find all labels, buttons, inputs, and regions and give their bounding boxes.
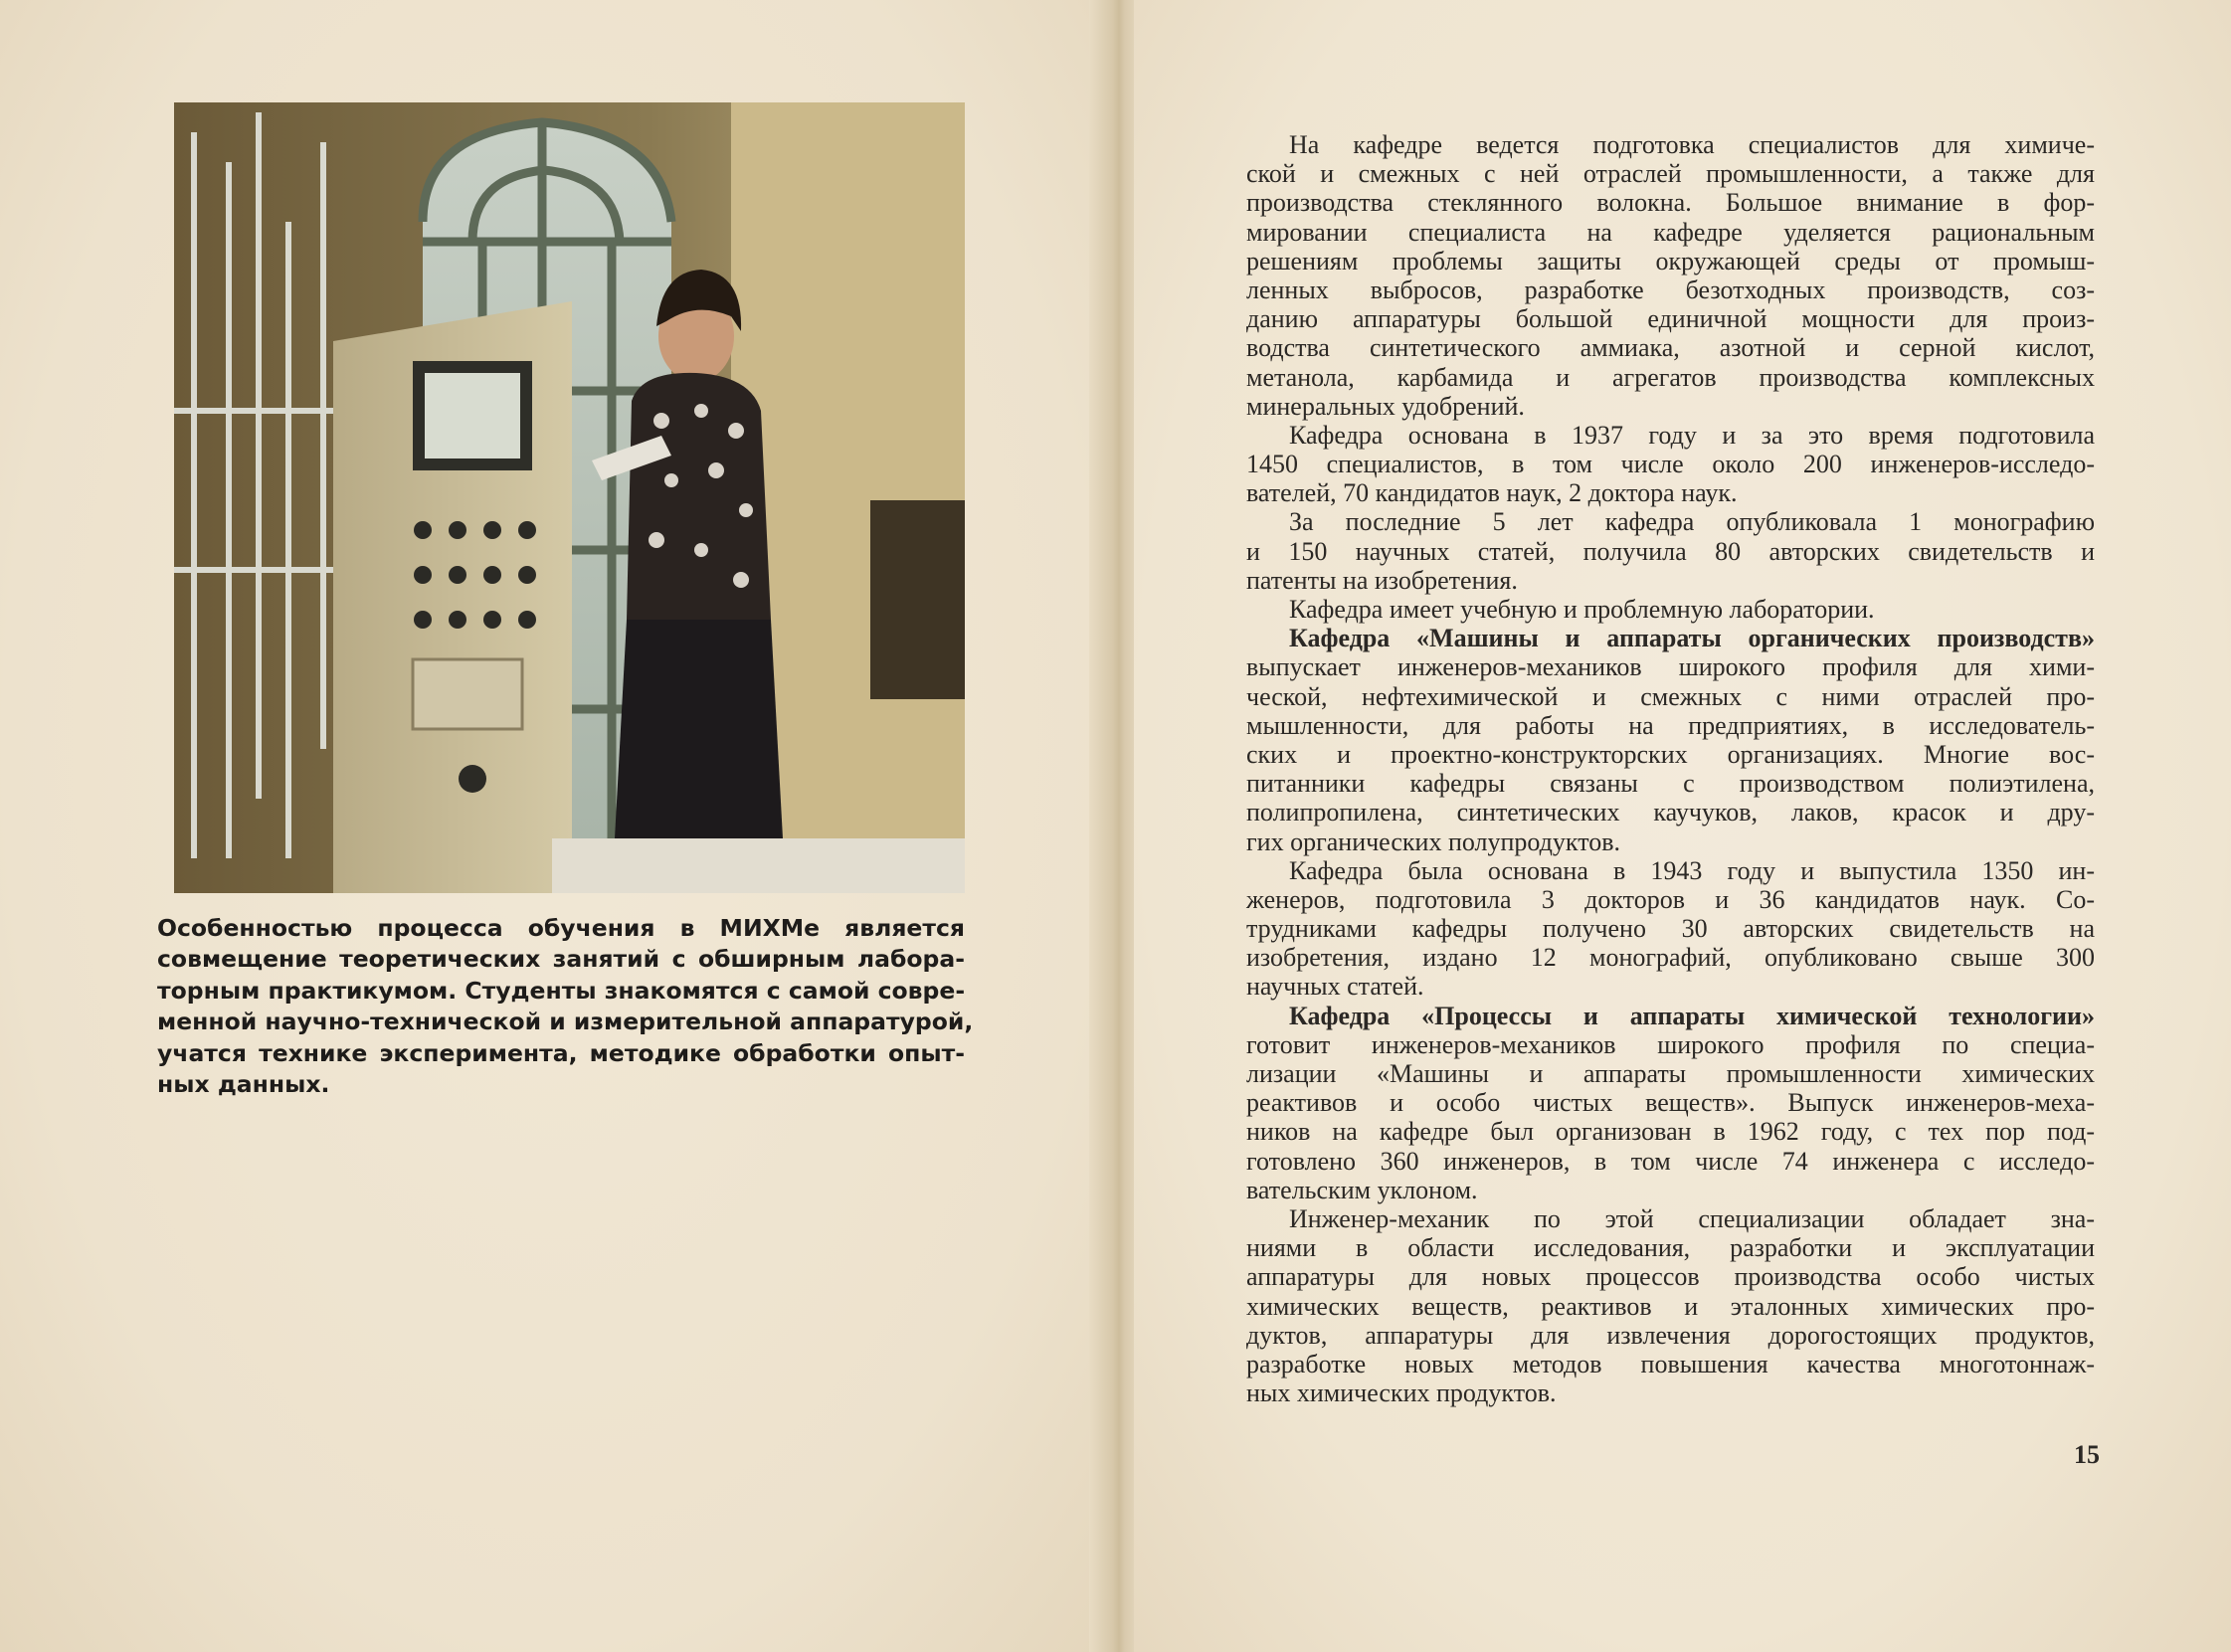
text-line: патенты на изобретения.	[1246, 565, 1518, 595]
department-heading: Кафедра «Машины и аппараты органических производств»	[1289, 624, 2095, 653]
text-line: научных статей.	[1246, 972, 1424, 1002]
department-heading: Кафедра «Процессы и аппараты химической технологии»	[1289, 1001, 2095, 1030]
text-line: Инженер-механик по этой специализации обладает зна-	[1289, 1203, 2095, 1233]
text-line: готовит инженеров-механиков широкого профиля по специа-	[1246, 1029, 2095, 1059]
text-line: лизации «Машины и аппараты промышленности химических	[1246, 1059, 2095, 1088]
text-line: трудниками кафедры получено 30 авторских свидетельств на	[1246, 914, 2095, 944]
text-line: ленных выбросов, разработке безотходных производств, соз-	[1246, 275, 2095, 304]
text-line: аппаратуры для новых процессов производства особо чистых	[1246, 1262, 2095, 1292]
text-line: На кафедре ведется подготовка специалистов для химиче-	[1289, 130, 2095, 159]
caption-line: учатся технике эксперимента, методике обработки опыт-	[157, 1038, 965, 1067]
caption-line: ных данных.	[157, 1070, 330, 1099]
laboratory-photo	[174, 102, 965, 893]
text-line: выпускает инженеров-механиков широкого профиля для хими-	[1246, 652, 2095, 682]
text-line: вателей, 70 кандидатов наук, 2 доктора наук.	[1246, 478, 1738, 508]
text-line: дуктов, аппаратуры для извлечения дорогостоящих продуктов,	[1246, 1320, 2095, 1350]
text-line: полипропилена, синтетических каучуков, лаков, красок и дру-	[1246, 798, 2095, 827]
photo-caption	[157, 913, 974, 1100]
text-line: ных химических продуктов.	[1246, 1378, 1557, 1408]
text-line: За последние 5 лет кафедра опубликовала 1 монографию	[1289, 507, 2095, 537]
caption-line: менной научно-технической и измерительной аппаратурой,	[157, 1008, 974, 1036]
text-line: Кафедра основана в 1937 году и за это время подготовила	[1289, 420, 2095, 450]
text-line: ских и проектно-конструкторских организациях. Многие вос-	[1246, 739, 2095, 769]
text-line: готовлено 360 инженеров, в том числе 74 инженера с исследо-	[1246, 1146, 2095, 1176]
laboratory-photo-illustration	[174, 102, 965, 893]
text-line: мышленности, для работы на предприятиях, в исследователь-	[1246, 710, 2095, 740]
text-line: ников на кафедре был организован в 1962 году, с тех пор под-	[1246, 1117, 2095, 1147]
page-number: 15	[2074, 1440, 2100, 1469]
text-line: решениям проблемы защиты окружающей среды от промыш-	[1246, 246, 2095, 275]
text-line: женеров, подготовила 3 докторов и 36 кандидатов наук. Со-	[1246, 884, 2095, 914]
body-text	[1246, 130, 2095, 1407]
text-line: минеральных удобрений.	[1246, 391, 1525, 421]
caption-line: Особенностью процесса обучения в МИХМе является	[157, 914, 965, 942]
text-line: Кафедра имеет учебную и проблемную лаборатории.	[1289, 595, 1875, 624]
text-line: химических веществ, реактивов и эталонных химических про-	[1246, 1291, 2095, 1321]
text-line: 1450 специалистов, в том числе около 200 инженеров-исследо-	[1246, 450, 2095, 479]
text-line: разработке новых методов повышения качества многотоннаж-	[1246, 1349, 2095, 1378]
text-line: ской и смежных с ней отраслей промышленности, а также для	[1246, 159, 2095, 189]
text-line: реактивов и особо чистых веществ». Выпуск инженеров-меха-	[1246, 1088, 2095, 1118]
caption-line: торным практикумом. Студенты знакомятся с самой совре-	[157, 976, 966, 1005]
text-line: ниями в области исследования, разработки и эксплуатации	[1246, 1233, 2095, 1263]
text-line: вательским уклоном.	[1246, 1175, 1478, 1204]
text-line: изобретения, издано 12 монографий, опубликовано свыше 300	[1246, 943, 2095, 973]
text-line: водства синтетического аммиака, азотной и серной кислот,	[1246, 333, 2095, 363]
text-line-department-heading	[1246, 1002, 2095, 1030]
text-line: Кафедра была основана в 1943 году и выпустила 1350 ин-	[1289, 855, 2095, 885]
text-line: питанники кафедры связаны с производством полиэтилена,	[1246, 769, 2095, 799]
text-line: и 150 научных статей, получила 80 авторских свидетельств и	[1246, 536, 2095, 566]
caption-line: совмещение теоретических занятий с обширным лабора-	[157, 945, 965, 974]
text-line: данию аппаратуры большой единичной мощности для произ-	[1246, 304, 2095, 334]
left-page	[0, 0, 1109, 1652]
text-line: гих органических полупродуктов.	[1246, 826, 1620, 856]
text-line: производства стеклянного волокна. Большое внимание в фор-	[1246, 188, 2095, 218]
text-line: метанола, карбамида и агрегатов производства комплексных	[1246, 362, 2095, 392]
text-line: мировании специалиста на кафедре уделяется рациональным	[1246, 217, 2095, 247]
text-line-department-heading	[1246, 624, 2095, 652]
text-line: ческой, нефтехимической и смежных с ними отраслей про-	[1246, 681, 2095, 711]
